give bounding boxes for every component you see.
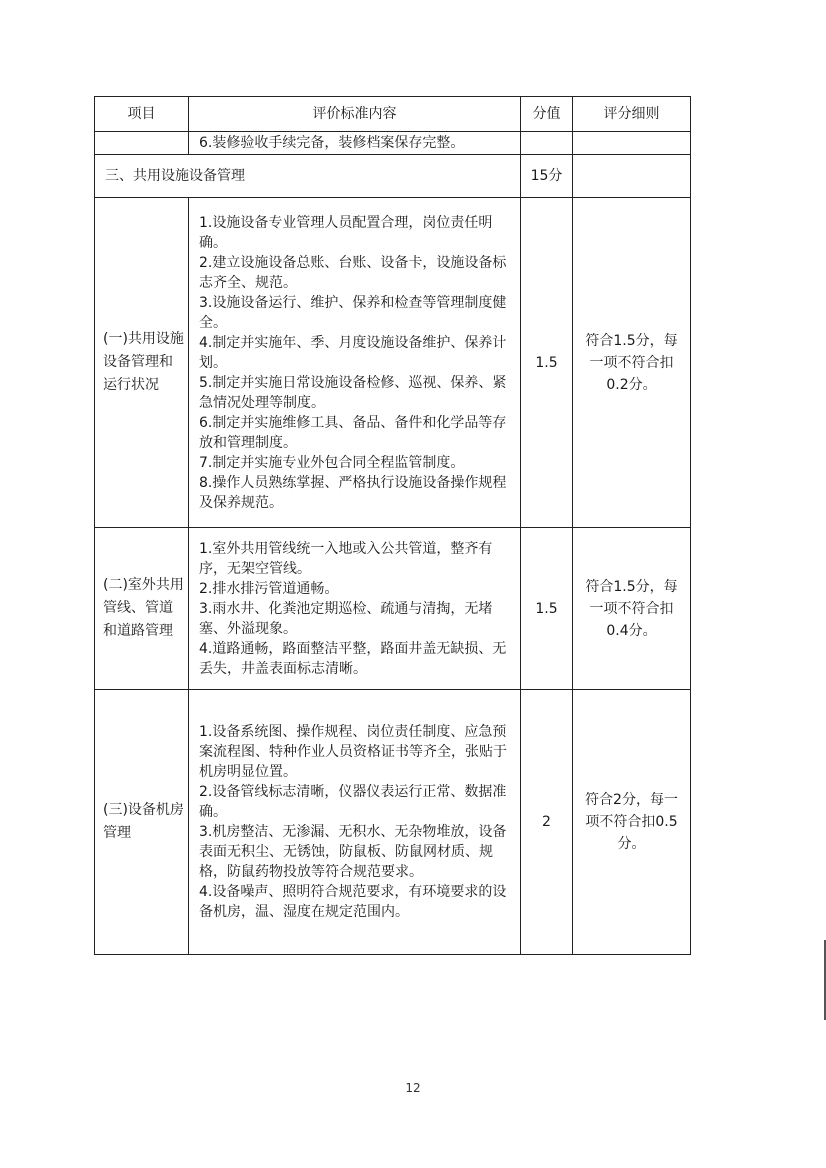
section-score: 15分 (521, 155, 573, 198)
evaluation-table (94, 96, 691, 955)
criteria-cell (189, 198, 521, 528)
section-title: 三、共用设施设备管理 (95, 155, 521, 198)
criteria-line: 2.排水排污管道通畅。 (199, 580, 339, 597)
empty-cell (95, 132, 189, 155)
rule-cell: 符合1.5分，每一项不符合扣0.4分。 (573, 528, 691, 690)
criteria-line: 5.制定并实施日常设施设备检修、巡视、保养、紧急情况处理等制度。 (199, 374, 507, 411)
empty-cell (521, 132, 573, 155)
table-row (95, 198, 691, 528)
category-cell: (三)设备机房管理 (95, 690, 189, 955)
criteria-line: 4.设备噪声、照明符合规范要求，有环境要求的设备机房，温、湿度在规定范围内。 (199, 884, 507, 920)
criteria-line: 6.制定并实施维修工具、备品、备件和化学品等存放和管理制度。 (199, 414, 507, 451)
criteria-cell (189, 690, 521, 955)
criteria-line: 2.建立设施设备总账、台账、设备卡，设施设备标志齐全、规范。 (199, 254, 507, 291)
category-cell: (二)室外共用管线、管道和道路管理 (95, 528, 189, 690)
criteria-line: 1.设备系统图、操作规程、岗位责任制度、应急预案流程图、特种作业人员资格证书等齐全，张贴于机房明显位置。 (199, 724, 507, 780)
category-cell: (一)共用设施设备管理和运行状况 (95, 198, 189, 528)
criteria-line: 4.制定并实施年、季、月度设施设备维护、保养计划。 (199, 334, 507, 371)
table-row (95, 132, 691, 155)
criteria-line: 2.设备管线标志清晰，仪器仪表运行正常、数据准确。 (199, 784, 507, 820)
header-item: 项目 (95, 97, 189, 132)
empty-cell (573, 132, 691, 155)
section-row (95, 155, 691, 198)
criteria-line: 1.设施设备专业管理人员配置合理，岗位责任明确。 (199, 214, 493, 251)
criteria-cell (189, 528, 521, 690)
table-row (95, 528, 691, 690)
empty-cell (573, 155, 691, 198)
criteria-line: 7.制定并实施专业外包合同全程监管制度。 (199, 454, 465, 471)
score-cell: 2 (521, 690, 573, 955)
criteria-line: 8.操作人员熟练掌握、严格执行设施设备操作规程及保养规范。 (199, 474, 507, 511)
header-score: 分值 (521, 97, 573, 132)
criteria-line: 4.道路通畅，路面整洁平整，路面井盖无缺损、无丢失，井盖表面标志清晰。 (199, 640, 507, 677)
table-header-row (95, 97, 691, 132)
continuation-text: 6.装修验收手续完备，装修档案保存完整。 (189, 132, 521, 155)
header-criteria: 评价标准内容 (189, 97, 521, 132)
criteria-line: 1.室外共用管线统一入地或入公共管道，整齐有序，无架空管线。 (199, 540, 493, 577)
score-cell: 1.5 (521, 528, 573, 690)
criteria-line: 3.设施设备运行、维护、保养和检查等管理制度健全。 (199, 294, 507, 331)
criteria-line: 3.雨水井、化粪池定期巡检、疏通与清掏，无堵塞、外溢现象。 (199, 600, 493, 637)
table-row (95, 690, 691, 955)
criteria-line: 3.机房整洁、无渗漏、无积水、无杂物堆放，设备表面无积尘、无锈蚀，防鼠板、防鼠网材质、规格，防鼠药物投放等符合规范要求。 (199, 824, 507, 880)
page-number: 12 (405, 1081, 421, 1095)
score-cell: 1.5 (521, 198, 573, 528)
rule-cell: 符合1.5分，每一项不符合扣0.2分。 (573, 198, 691, 528)
rule-cell: 符合2分，每一项不符合扣0.5分。 (573, 690, 691, 955)
header-rule: 评分细则 (573, 97, 691, 132)
